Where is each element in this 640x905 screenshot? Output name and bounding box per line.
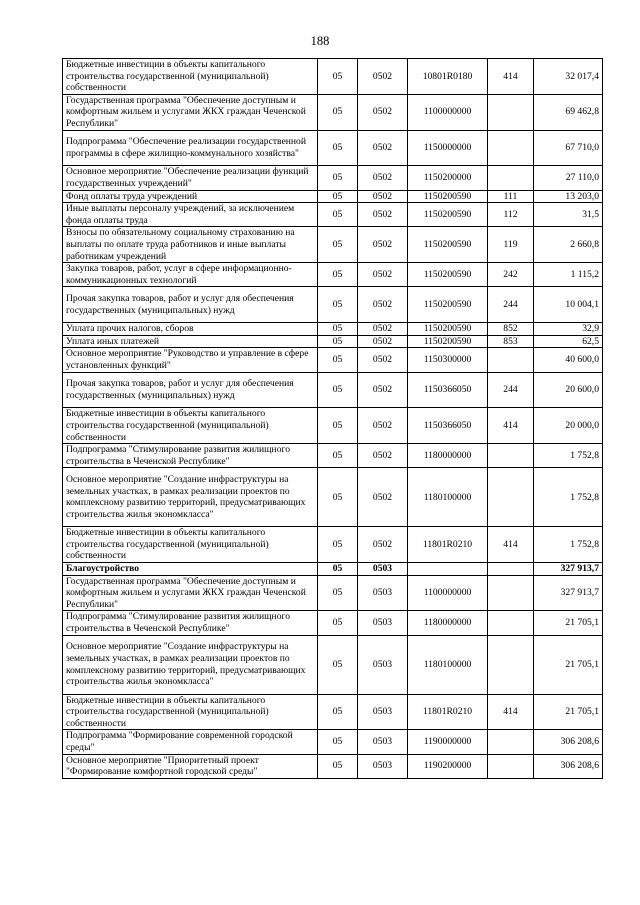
target-article-cell: 11801R0210 [408,694,488,730]
ministry-code-cell: 05 [318,611,358,635]
amount-cell: 69 462,8 [534,94,603,130]
expense-type-cell [488,468,534,527]
row-name-cell: Иные выплаты персоналу учреждений, за исключением фонда оплаты труда [63,203,318,227]
target-article-cell: 1150200590 [408,323,488,336]
ministry-code-cell: 05 [318,575,358,611]
ministry-code-cell: 05 [318,348,358,372]
table-row [63,563,603,576]
amount-cell: 306 208,6 [534,754,603,778]
table-row [63,730,603,754]
amount-cell: 13 203,0 [534,190,603,203]
amount-cell: 20 600,0 [534,372,603,408]
ministry-code-cell: 05 [318,263,358,287]
section-code-cell: 0502 [358,166,408,190]
target-article-cell: 1150200590 [408,190,488,203]
target-article-cell: 1180000000 [408,611,488,635]
table-row [63,323,603,336]
section-code-cell: 0502 [358,59,408,95]
table-row [63,468,603,527]
row-name-cell: Бюджетные инвестиции в объекты капитального строительства государственной (муниципальной) собственности [63,527,318,563]
amount-cell: 20 000,0 [534,408,603,444]
target-article-cell: 11801R0210 [408,527,488,563]
row-name-cell: Государственная программа "Обеспечение доступным и комфортным жильем и услугами ЖКХ граждан Чеченской Республики" [63,575,318,611]
amount-cell: 62,5 [534,335,603,348]
expense-type-cell: 853 [488,335,534,348]
amount-cell: 327 913,7 [534,563,603,576]
amount-cell: 21 705,1 [534,611,603,635]
amount-cell: 21 705,1 [534,635,603,694]
amount-cell: 306 208,6 [534,730,603,754]
row-name-cell: Основное мероприятие "Создание инфраструктуры на земельных участках, в рамках реализации проектов по комплексному развитию территорий, предусматривающих строительства жилья экономкласса" [63,635,318,694]
ministry-code-cell: 05 [318,94,358,130]
ministry-code-cell: 05 [318,635,358,694]
target-article-cell: 1150200590 [408,335,488,348]
table-row [63,444,603,468]
target-article-cell: 1150200590 [408,227,488,263]
amount-cell: 67 710,0 [534,130,603,166]
target-article-cell: 10801R0180 [408,59,488,95]
ministry-code-cell: 05 [318,527,358,563]
section-code-cell: 0502 [358,190,408,203]
ministry-code-cell: 05 [318,730,358,754]
row-name-cell: Благоустройство [63,563,318,576]
amount-cell: 2 660,8 [534,227,603,263]
section-code-cell: 0502 [358,372,408,408]
expense-type-cell [488,575,534,611]
target-article-cell: 1150366050 [408,408,488,444]
section-code-cell: 0502 [358,444,408,468]
expense-type-cell: 111 [488,190,534,203]
row-name-cell: Основное мероприятие "Обеспечение реализации функций государственных учреждений" [63,166,318,190]
budget-table-body [63,59,603,779]
row-name-cell: Подпрограмма "Стимулирование развития жилищного строительства в Чеченской Республике" [63,611,318,635]
ministry-code-cell: 05 [318,166,358,190]
ministry-code-cell: 05 [318,335,358,348]
expense-type-cell [488,444,534,468]
table-row [63,372,603,408]
target-article-cell: 1150366050 [408,372,488,408]
amount-cell: 1 115,2 [534,263,603,287]
table-row [63,527,603,563]
table-row [63,263,603,287]
row-name-cell: Бюджетные инвестиции в объекты капитального строительства государственной (муниципальной) собственности [63,408,318,444]
amount-cell: 21 705,1 [534,694,603,730]
table-row [63,611,603,635]
row-name-cell: Закупка товаров, работ, услуг в сфере информационно-коммуникационных технологий [63,263,318,287]
section-code-cell: 0502 [358,348,408,372]
ministry-code-cell: 05 [318,754,358,778]
amount-cell: 327 913,7 [534,575,603,611]
ministry-code-cell: 05 [318,372,358,408]
ministry-code-cell: 05 [318,468,358,527]
table-row [63,227,603,263]
expense-type-cell [488,94,534,130]
row-name-cell: Основное мероприятие "Приоритетный проект "Формирование комфортной городской среды" [63,754,318,778]
section-code-cell: 0502 [358,130,408,166]
target-article-cell: 1150300000 [408,348,488,372]
expense-type-cell: 112 [488,203,534,227]
target-article-cell: 1150200590 [408,287,488,323]
row-name-cell: Подпрограмма "Обеспечение реализации государственной программы в сфере жилищно-коммунального хозяйства" [63,130,318,166]
target-article-cell: 1150200590 [408,203,488,227]
table-row [63,754,603,778]
section-code-cell: 0503 [358,754,408,778]
expense-type-cell: 414 [488,408,534,444]
table-row [63,94,603,130]
expense-type-cell: 414 [488,59,534,95]
target-article-cell: 1180100000 [408,468,488,527]
row-name-cell: Подпрограмма "Формирование современной городской среды" [63,730,318,754]
amount-cell: 1 752,8 [534,468,603,527]
expense-type-cell [488,754,534,778]
amount-cell: 32 017,4 [534,59,603,95]
section-code-cell: 0502 [358,94,408,130]
table-row [63,287,603,323]
target-article-cell: 1150200590 [408,263,488,287]
row-name-cell: Прочая закупка товаров, работ и услуг для обеспечения государственных (муниципальных) нужд [63,372,318,408]
amount-cell: 27 110,0 [534,166,603,190]
expense-type-cell: 852 [488,323,534,336]
table-row [63,635,603,694]
ministry-code-cell: 05 [318,227,358,263]
section-code-cell: 0502 [358,203,408,227]
amount-cell: 1 752,8 [534,527,603,563]
table-row [63,59,603,95]
expense-type-cell [488,563,534,576]
page-number: 188 [310,34,330,48]
target-article-cell: 1180100000 [408,635,488,694]
ministry-code-cell: 05 [318,444,358,468]
expense-type-cell: 414 [488,694,534,730]
budget-table [62,58,603,779]
ministry-code-cell: 05 [318,287,358,323]
table-row [63,408,603,444]
expense-type-cell [488,130,534,166]
row-name-cell: Уплата прочих налогов, сборов [63,323,318,336]
amount-cell: 10 004,1 [534,287,603,323]
expense-type-cell [488,635,534,694]
ministry-code-cell: 05 [318,408,358,444]
target-article-cell [408,563,488,576]
table-row [63,348,603,372]
expense-type-cell: 244 [488,372,534,408]
expense-type-cell: 119 [488,227,534,263]
amount-cell: 32,9 [534,323,603,336]
row-name-cell: Фонд оплаты труда учреждений [63,190,318,203]
row-name-cell: Уплата иных платежей [63,335,318,348]
expense-type-cell [488,166,534,190]
expense-type-cell: 242 [488,263,534,287]
table-row [63,203,603,227]
section-code-cell: 0502 [358,227,408,263]
section-code-cell: 0502 [358,408,408,444]
target-article-cell: 1150000000 [408,130,488,166]
expense-type-cell [488,611,534,635]
row-name-cell: Бюджетные инвестиции в объекты капитального строительства государственной (муниципальной) собственности [63,59,318,95]
section-code-cell: 0503 [358,730,408,754]
table-row [63,190,603,203]
row-name-cell: Государственная программа "Обеспечение доступным и комфортным жильем и услугами ЖКХ граждан Чеченской Республики" [63,94,318,130]
row-name-cell: Подпрограмма "Стимулирование развития жилищного строительства в Чеченской Республике" [63,444,318,468]
target-article-cell: 1190200000 [408,754,488,778]
section-code-cell: 0502 [358,527,408,563]
section-code-cell: 0502 [358,287,408,323]
ministry-code-cell: 05 [318,203,358,227]
table-row [63,130,603,166]
section-code-cell: 0503 [358,635,408,694]
expense-type-cell: 244 [488,287,534,323]
amount-cell: 31,5 [534,203,603,227]
amount-cell: 1 752,8 [534,444,603,468]
section-code-cell: 0503 [358,611,408,635]
target-article-cell: 1100000000 [408,575,488,611]
table-row [63,335,603,348]
amount-cell: 40 600,0 [534,348,603,372]
target-article-cell: 1100000000 [408,94,488,130]
section-code-cell: 0503 [358,694,408,730]
ministry-code-cell: 05 [318,563,358,576]
row-name-cell: Основное мероприятие "Руководство и управление в сфере установленных функций" [63,348,318,372]
expense-type-cell [488,730,534,754]
ministry-code-cell: 05 [318,694,358,730]
table-row [63,166,603,190]
table-row [63,694,603,730]
expense-type-cell [488,348,534,372]
section-code-cell: 0502 [358,468,408,527]
section-code-cell: 0502 [358,323,408,336]
row-name-cell: Бюджетные инвестиции в объекты капитального строительства государственной (муниципальной) собственности [63,694,318,730]
ministry-code-cell: 05 [318,323,358,336]
ministry-code-cell: 05 [318,130,358,166]
section-code-cell: 0502 [358,263,408,287]
ministry-code-cell: 05 [318,190,358,203]
target-article-cell: 1150200000 [408,166,488,190]
expense-type-cell: 414 [488,527,534,563]
target-article-cell: 1190000000 [408,730,488,754]
ministry-code-cell: 05 [318,59,358,95]
section-code-cell: 0503 [358,563,408,576]
section-code-cell: 0502 [358,335,408,348]
row-name-cell: Основное мероприятие "Создание инфраструктуры на земельных участках, в рамках реализации проектов по комплексному развитию территорий, предусматривающих строительства жилья экономкласса" [63,468,318,527]
table-row [63,575,603,611]
target-article-cell: 1180000000 [408,444,488,468]
row-name-cell: Прочая закупка товаров, работ и услуг для обеспечения государственных (муниципальных) нужд [63,287,318,323]
section-code-cell: 0503 [358,575,408,611]
row-name-cell: Взносы по обязательному социальному страхованию на выплаты по оплате труда работников и иные выплаты работникам учреждений [63,227,318,263]
